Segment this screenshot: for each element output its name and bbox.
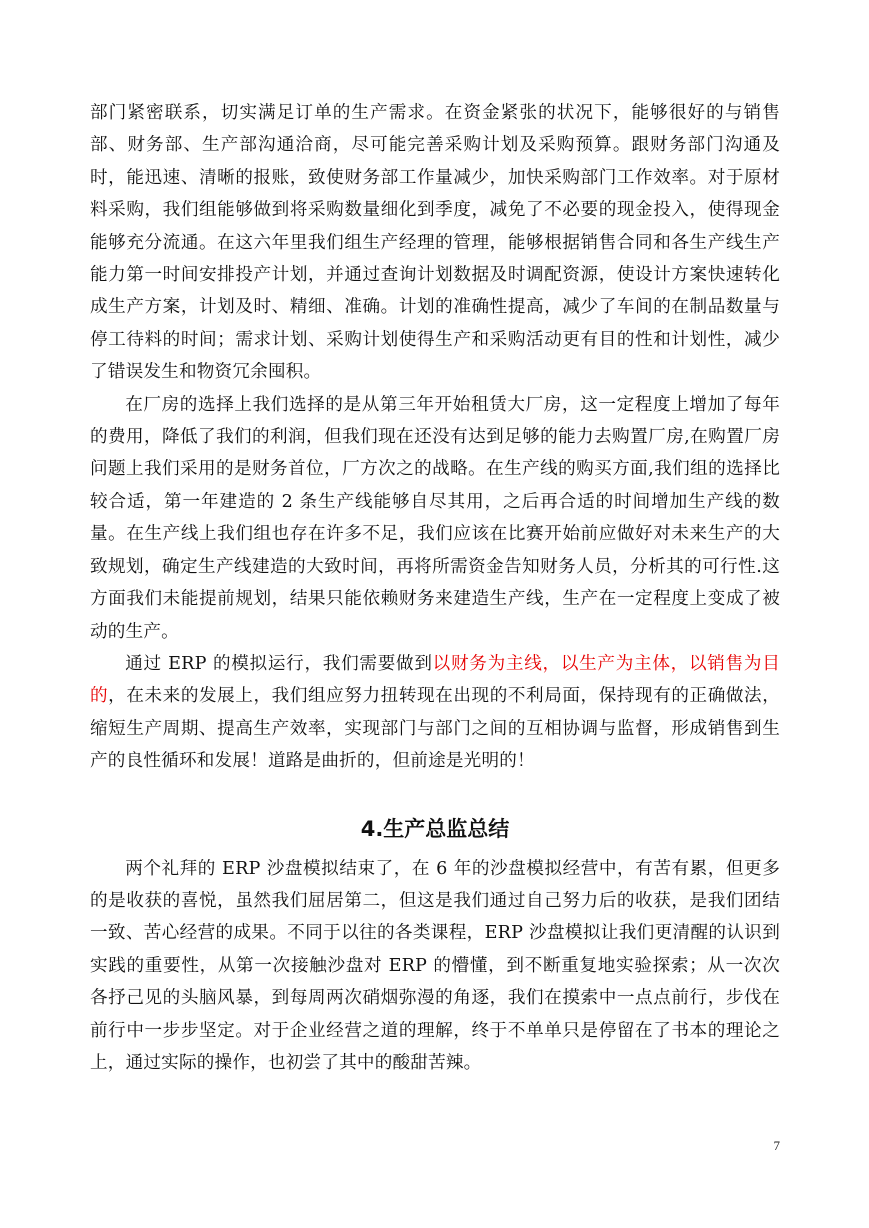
paragraph-production-director-summary: 两个礼拜的 ERP 沙盘模拟结束了，在 6 年的沙盘模拟经营中，有苦有累，但更多的是收获的喜悦，虽然我们屈居第二，但这是我们通过自己努力后的收获，是我们团结一致、苦心经营的成果。不同于以往的各类课程，ERP 沙盘模拟让我们更清醒的认识到实践的重要性，从第一次接触沙盘对 ERP 的懵懂，到不断重复地实验探索；从一次次各抒己见的头脑风暴，到每周两次硝烟弥漫的角逐，我们在摸索中一点点前行，步伐在前行中一步步坚定。对于企业经营之道的理解，终于不单单只是停留在了书本的理论之上，通过实际的操作，也初尝了其中的酸甜苦辣。 (90, 858, 780, 1073)
erp-conclusion-rest: ，在未来的发展上，我们组应努力扭转现在出现的不利局面，保持现有的正确做法，缩短生产周期、提高生产效率，实现部门与部门之间的互相协调与监督，形成销售到生产的良性循环和发展！道路是曲折的，但前途是光明的！ (90, 686, 780, 772)
document-page (90, 97, 780, 1079)
highlighted-principle: 以财务为主线，以生产为主体，以销售为目的 (90, 653, 780, 707)
paragraph-erp-conclusion (90, 648, 780, 778)
paragraph-procurement-production: 部门紧密联系，切实满足订单的生产需求。在资金紧张的状况下，能够很好的与销售部、财务部、生产部沟通洽商，尽可能完善采购计划及采购预算。跟财务部门沟通及时，能迅速、清晰的报账，致使财务部工作量减少，加快采购部门工作效率。对于原材料采购，我们组能够做到将采购数量细化到季度，减免了不必要的现金投入，使得现金能够充分流通。在这六年里我们组生产经理的管理，能够根据销售合同和各生产线生产能力第一时间安排投产计划，并通过查询计划数据及时调配资源，使设计方案快速转化成生产方案，计划及时、精细、准确。计划的准确性提高，减少了车间的在制品数量与停工待料的时间；需求计划、采购计划使得生产和采购活动更有目的性和计划性，减少了错误发生和物资冗余囤积。 (90, 103, 780, 383)
section-heading-production-director-summary: 4.生产总监总结 (360, 816, 510, 841)
erp-conclusion-lead: 通过 ERP 的模拟运行，我们需要做到 (125, 653, 433, 674)
page-number: 7 (773, 1138, 780, 1153)
paragraph-factory-and-lines: 在厂房的选择上我们选择的是从第三年开始租赁大厂房，这一定程度上增加了每年的费用，降低了我们的利润，但我们现在还没有达到足够的能力去购置厂房,在购置厂房问题上我们采用的是财务首位，厂方次之的战略。在生产线的购买方面,我们组的选择比较合适，第一年建造的 2 条生产线能够自尽其用，之后再合适的时间增加生产线的数量。在生产线上我们组也存在许多不足，我们应该在比赛开始前应做好对未来生产的大致规划，确定生产线建造的大致时间，再将所需资金告知财务人员，分析其的可行性.这方面我们未能提前规划，结果只能依赖财务来建造生产线，生产在一定程度上变成了被动的生产。 (90, 394, 780, 642)
